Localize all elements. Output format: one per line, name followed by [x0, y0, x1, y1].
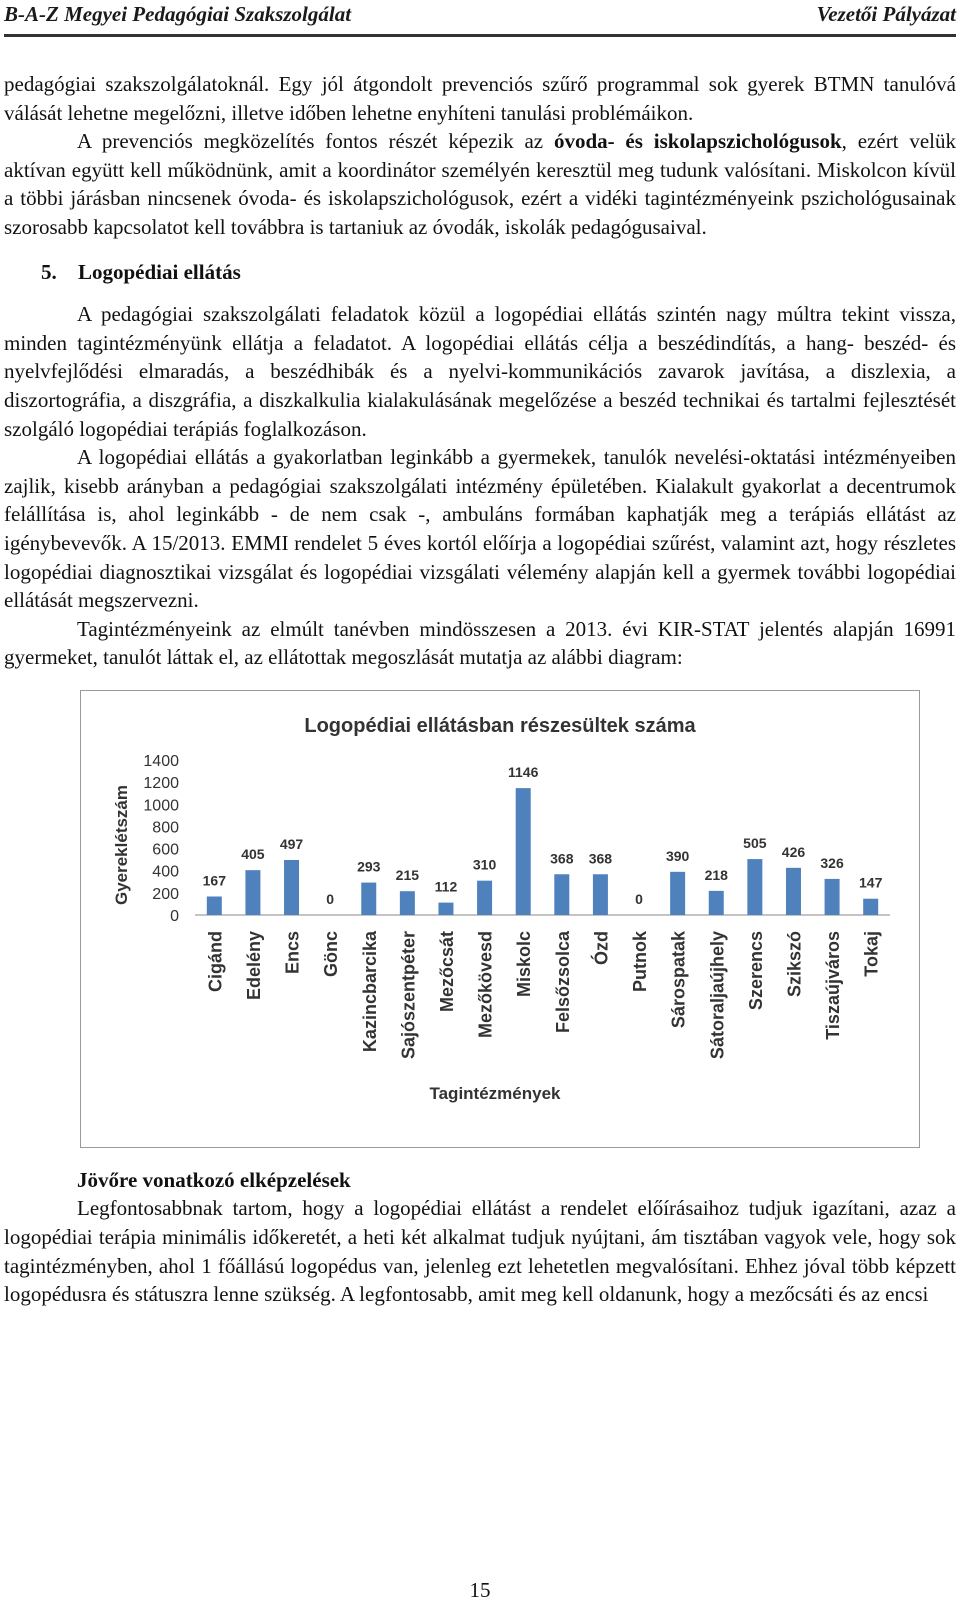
future-plans-heading: Jövőre vonatkozó elképzelések: [77, 1167, 351, 1192]
page-header: [4, 0, 956, 37]
chart-x-tick-label: Cigánd: [205, 930, 226, 992]
chart-x-tick-label: Mezőkövesd: [475, 930, 496, 1038]
chart-data-label: 326: [820, 854, 844, 871]
chart-data-label: 147: [859, 874, 883, 891]
chart-y-tick-label: 800: [152, 819, 179, 837]
chart-data-label: 405: [241, 846, 265, 863]
chart-bar: [438, 902, 453, 914]
chart-frame: [81, 690, 920, 1147]
chart-data-label: 426: [781, 843, 806, 860]
section-title: Logopédiai ellátás: [78, 259, 241, 284]
chart-x-tick-label: Gönc: [321, 930, 342, 977]
chart-x-tick-label: Ózd: [591, 930, 612, 965]
bold-psychologists: óvoda- és iskolapszichológusok: [553, 129, 842, 154]
chart-bar: [207, 896, 222, 914]
chart-data-label: 368: [550, 850, 574, 867]
chart-x-tick-label: Miskolc: [514, 930, 535, 997]
chart-data-label: 0: [635, 890, 643, 907]
paragraph-prevention-end: pedagógiai szakszolgálatoknál. Egy jól átgondolt prevenciós szűrő programmal sok gyerek BTMN tanulóvá válását lehetne megelőzni, illetve időben lehetne enyhíteni tanulási problémáikon.: [4, 72, 956, 125]
chart-x-tick-label: Edelény: [243, 930, 264, 1000]
chart-bar: [786, 868, 801, 915]
chart-data-label: 1146: [508, 763, 539, 780]
chart-data-label: 310: [472, 856, 497, 873]
chart-x-tick-label: Sajószentpéter: [398, 930, 419, 1059]
chart-bar: [747, 859, 762, 915]
chart-x-tick-label: Tiszaújváros: [823, 930, 844, 1040]
chart-bar: [245, 870, 260, 915]
chart-x-tick-label: Putnok: [630, 930, 651, 992]
paragraph-psychologists: [4, 127, 956, 241]
chart-y-tick-label: 400: [152, 863, 179, 881]
chart-x-tick-label: Kazincbarcika: [359, 930, 380, 1052]
chart-bar: [825, 879, 840, 915]
paragraph-psychologists-rest: , ezért velük aktívan együtt kell működnünk, amit a koordinátor személyén keresztül meg tudunk valósítani. Miskolcon kívül a többi járásban nincsenek óvoda- és iskolapszichológusok, ezért a vidéki tagintézményeink pszichológusainak szorosabb kapcsolatot kell továbbra is tartaniuk az óvodák, iskolák pedagógusaival.: [4, 129, 956, 239]
chart-x-tick-label: Szerencs: [745, 930, 766, 1010]
chart-y-tick-label: 200: [152, 885, 179, 903]
chart-data-label: 112: [434, 878, 458, 895]
chart-bar: [477, 881, 492, 915]
chart-data-label: 368: [588, 850, 613, 867]
chart-y-tick-label: 600: [152, 841, 179, 859]
chart-data-label: 215: [395, 867, 420, 884]
chart-bar: [400, 891, 415, 915]
chart-x-tick-label: Sárospatak: [668, 930, 689, 1028]
chart-y-tick-label: 1200: [143, 775, 179, 793]
chart-svg: [80, 690, 920, 1148]
chart-y-tick-label: 1000: [143, 797, 179, 815]
chart-bar: [284, 860, 299, 915]
chart-y-tick-label: 1400: [143, 752, 179, 770]
header-institution: B-A-Z Megyei Pedagógiai Szakszolgálat: [4, 2, 352, 26]
chart-title: Logopédiai ellátásban részesültek száma: [304, 714, 696, 737]
chart-bar: [593, 874, 608, 915]
chart-y-axis-label: Gyereklétszám: [112, 784, 131, 905]
header-document-type: Vezetői Pályázat: [816, 2, 956, 26]
chart-x-tick-label: Szikszó: [784, 930, 805, 997]
chart-x-tick-label: Encs: [282, 930, 303, 974]
chart-data-label: 218: [704, 866, 728, 883]
chart-data-label: 167: [202, 872, 226, 889]
page-number: 15: [469, 1578, 491, 1602]
paragraph-statistics: Tagintézményeink az elmúlt tanévben mindösszesen a 2013. évi KIR-STAT jelentés alapján 16991 gyermeket, tanulót láttak el, az ellátottak megoszlását mutatja az alábbi diagram:: [4, 616, 956, 670]
chart-bar: [554, 874, 569, 915]
chart-x-tick-label: Tokaj: [861, 930, 882, 977]
chart-x-axis-label: Tagintézmények: [429, 1083, 561, 1103]
paragraph-speech-therapy-practice: A logopédiai ellátás a gyakorlatban leginkább a gyermekek, tanulók nevelési-oktatási intézményeiben zajlik, kisebb arányban a pedagógiai szakszolgálati intézmény épületében. Kialakult gyakorlat a decentrumok felállítása is, ahol leginkább - de nem csak -, ambuláns formában kaphatják meg a terápiás ellátást az igénybevevők. A 15/2013. EMMI rendelet 5 éves kortól előírja a logopédiai szűrést, valamint azt, hogy részletes logopédiai diagnosztikai vizsgálat és logopédiai vizsgálati vélemény alapján kell a gyermek további logopédiai ellátását megszervezni.: [4, 445, 956, 613]
document-body: [4, 70, 956, 1309]
chart-x-tick-label: Mezőcsát: [436, 930, 457, 1012]
paragraph-speech-therapy-goals: A pedagógiai szakszolgálati feladatok közül a logopédiai ellátás szintén nagy múltra tekint vissza, minden tagintézményünk ellátja a feladatot. A logopédiai ellátás célja a beszédindítás, a hang- beszéd- és nyelvfejlődési elmaradás, a beszédhibák és a nyelvi-kommunikációs zavarok javítása, a diszlexia, a diszortográfia, a diszgráfia, a diszkalkulia kialakulásának megelőzése a beszéd technikai és tartalmi fejlesztését szolgáló logopédiai terápiás foglalkozáson.: [4, 302, 956, 441]
chart-bar: [709, 891, 724, 915]
chart-x-tick-label: Sátoraljaújhely: [707, 930, 728, 1059]
chart-data-label: 293: [357, 858, 381, 875]
bar-chart: [80, 690, 920, 1148]
section-number: 5.: [41, 259, 57, 284]
chart-bar: [670, 872, 685, 915]
chart-bar: [361, 882, 376, 914]
chart-bar: [516, 788, 531, 915]
chart-x-tick-label: Felsőzsolca: [552, 930, 573, 1033]
paragraph-psychologists-start: A prevenciós megközelítés fontos részét képezik az: [77, 129, 554, 154]
paragraph-future-plans: Legfontosabbnak tartom, hogy a logopédiai ellátást a rendelet előírásaihoz tudjuk igazítani, azaz a logopédiai terápia minimális időkeretét, a heti két alkalmat tudjuk nyújtani, ám tisztában vagyok vele, hogy sok tagintézményben, ahol 1 főállású logopédus van, jelenleg ezt lehetetlen megvalósítani. Ehhez jóval több képzett logopédusra és státuszra lenne szükség. A legfontosabb, amit meg kell oldanunk, hogy a mezőcsáti és az encsi: [4, 1196, 956, 1307]
chart-data-label: 505: [743, 834, 767, 851]
chart-data-label: 390: [665, 847, 690, 864]
chart-data-label: 0: [326, 890, 335, 907]
chart-y-tick-label: 0: [170, 907, 179, 925]
chart-data-label: 497: [279, 835, 304, 852]
section-heading: [4, 258, 956, 287]
chart-bar: [863, 899, 878, 915]
